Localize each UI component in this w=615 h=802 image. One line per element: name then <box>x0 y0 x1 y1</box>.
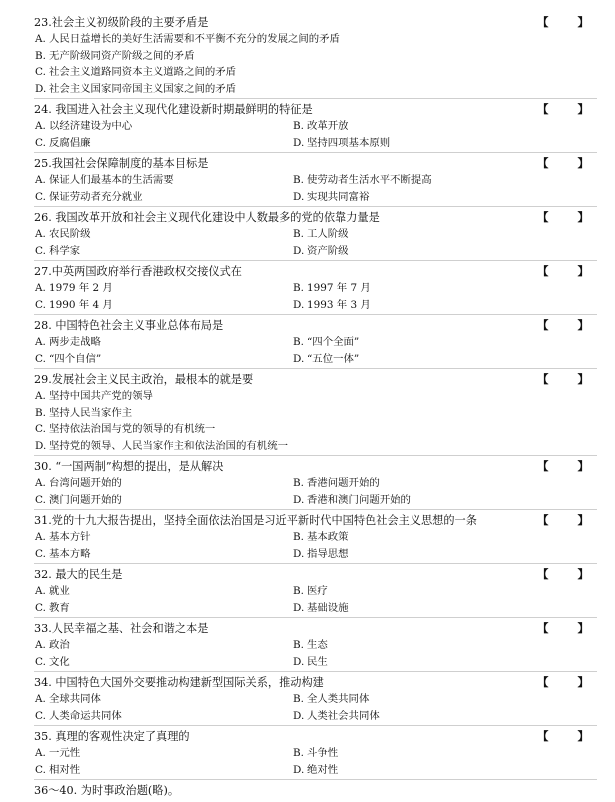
option-row <box>35 280 597 297</box>
option-c[interactable] <box>35 135 293 152</box>
bracket-left: 【 <box>537 372 549 386</box>
option-text: 民生 <box>307 655 328 668</box>
option-d[interactable] <box>293 492 551 509</box>
option-row <box>35 172 597 189</box>
option-letter: C. <box>35 423 46 435</box>
option-letter: B. <box>293 282 304 294</box>
option-letter: B. <box>293 228 304 240</box>
option-letter: A. <box>35 585 46 597</box>
option-text: 政治 <box>49 639 70 651</box>
option-text: 改革开放 <box>307 120 349 132</box>
question-row <box>34 728 597 745</box>
answer-bracket[interactable] <box>537 209 589 226</box>
option-row <box>35 421 597 438</box>
option-text: 社会主义国家同帝国主义国家之间的矛盾 <box>49 82 237 95</box>
option-c[interactable] <box>35 351 293 368</box>
option-d[interactable] <box>293 351 551 368</box>
option-text: 基本方略 <box>49 547 91 560</box>
question-stem: 26. 我国改革开放和社会主义现代化建设中人数最多的党的依靠力量是 <box>34 211 380 224</box>
bracket-left: 【 <box>537 621 549 635</box>
question-stem: 33.人民幸福之基、社会和谐之本是 <box>34 622 209 635</box>
option-text: 社会主义道路同资本主义道路之间的矛盾 <box>49 66 237 78</box>
option-text: 香港问题开始的 <box>307 477 380 489</box>
bracket-left: 【 <box>537 15 549 29</box>
option-d[interactable] <box>293 243 551 260</box>
question-stem: 34. 中国特色大国外交要推动构建新型国际关系，推动构建 <box>34 676 324 689</box>
option-a[interactable] <box>35 583 293 600</box>
option-d[interactable] <box>293 297 551 314</box>
option-text: 两步走战略 <box>49 336 101 348</box>
option-d[interactable] <box>293 654 551 671</box>
option-letter: A. <box>35 639 46 651</box>
option-row <box>35 745 597 762</box>
option-letter: B. <box>35 49 46 62</box>
question-stem: 31.党的十九大报告提出，坚持全面依法治国是习近平新时代中国特色社会主义思想的一条 <box>34 514 477 527</box>
option-text: 工人阶级 <box>307 228 349 240</box>
answer-bracket[interactable] <box>537 371 589 388</box>
option-a[interactable] <box>35 745 293 762</box>
answer-bracket[interactable] <box>537 458 589 475</box>
option-row <box>35 64 597 81</box>
option-text: 坚持依法治国与党的领导的有机统一 <box>49 423 216 435</box>
option-c[interactable] <box>35 546 293 563</box>
option-letter: A. <box>35 390 46 402</box>
option-row <box>35 546 597 563</box>
option-b[interactable] <box>293 226 551 243</box>
option-letter: C. <box>35 298 46 311</box>
option-text: 实现共同富裕 <box>307 190 370 203</box>
option-group <box>34 745 597 778</box>
option-group <box>34 118 597 151</box>
question-stem: 28. 中国特色社会主义事业总体布局是 <box>34 319 224 332</box>
option-c[interactable] <box>35 708 293 725</box>
option-letter: A. <box>35 174 46 186</box>
option-row <box>35 654 597 671</box>
option-d[interactable] <box>35 81 236 98</box>
bracket-left: 【 <box>537 513 549 527</box>
bracket-right: 】 <box>577 15 589 29</box>
option-row <box>35 583 597 600</box>
option-letter: B. <box>293 585 304 597</box>
question-row <box>34 155 597 172</box>
option-text: 1997 年 7 月 <box>307 282 371 294</box>
option-letter: A. <box>35 120 46 132</box>
option-text: 台湾问题开始的 <box>49 477 122 489</box>
question-item <box>34 209 597 261</box>
question-item <box>34 620 597 672</box>
option-row <box>35 600 597 617</box>
option-letter: D. <box>35 82 47 95</box>
option-a[interactable] <box>35 691 293 708</box>
question-row <box>34 371 597 388</box>
question-row <box>34 458 597 475</box>
option-letter: A. <box>35 747 46 759</box>
option-a[interactable] <box>35 118 293 135</box>
option-letter: B. <box>293 336 304 348</box>
answer-bracket[interactable] <box>537 317 589 334</box>
answer-bracket[interactable] <box>537 14 589 31</box>
option-letter: D. <box>293 655 305 668</box>
option-row <box>35 691 597 708</box>
question-item <box>34 458 597 510</box>
option-a[interactable] <box>35 226 293 243</box>
option-d[interactable] <box>293 135 551 152</box>
option-text: 坚持人民当家作主 <box>49 406 133 419</box>
question-item <box>34 371 597 456</box>
question-item <box>34 263 597 315</box>
option-row <box>35 762 597 779</box>
option-text: 基本政策 <box>307 531 349 543</box>
question-item <box>34 155 597 207</box>
option-text: 文化 <box>49 655 70 668</box>
option-group <box>34 334 597 367</box>
option-letter: A. <box>35 33 46 45</box>
option-row <box>35 351 597 368</box>
option-row <box>35 334 597 351</box>
option-d[interactable] <box>293 708 551 725</box>
option-letter: D. <box>293 352 305 365</box>
option-b[interactable] <box>293 280 551 297</box>
option-row <box>35 438 597 455</box>
question-row <box>34 263 597 280</box>
option-b[interactable] <box>293 637 551 654</box>
option-letter: C. <box>35 655 46 668</box>
question-item <box>34 728 597 780</box>
option-text: 人类社会共同体 <box>307 709 380 722</box>
answer-bracket[interactable] <box>537 263 589 280</box>
option-text: 就业 <box>49 585 70 597</box>
option-a[interactable] <box>35 172 293 189</box>
option-letter: B. <box>293 174 304 186</box>
option-row <box>35 135 597 152</box>
option-group <box>34 280 597 313</box>
option-letter: D. <box>293 244 305 257</box>
option-c[interactable] <box>35 600 293 617</box>
bracket-right: 】 <box>577 372 589 386</box>
option-letter: C. <box>35 352 46 365</box>
option-b[interactable] <box>35 48 194 65</box>
option-row <box>35 243 597 260</box>
option-b[interactable] <box>293 745 551 762</box>
option-text: 农民阶级 <box>49 228 91 240</box>
question-stem: 30. “一国两制”构想的提出，是从解决 <box>34 460 224 473</box>
option-row <box>35 475 597 492</box>
option-c[interactable] <box>35 189 293 206</box>
option-text: 基础设施 <box>307 601 349 614</box>
option-text: 澳门问题开始的 <box>49 493 122 506</box>
option-letter: D. <box>293 136 305 149</box>
question-row <box>34 209 597 226</box>
option-text: 反腐倡廉 <box>49 136 91 149</box>
option-text: 以经济建设为中心 <box>49 120 133 132</box>
question-stem: 24. 我国进入社会主义现代化建设新时期最鲜明的特征是 <box>34 103 313 116</box>
option-row <box>35 226 597 243</box>
option-text: 1993 年 3 月 <box>307 298 371 311</box>
option-text: 教育 <box>49 601 70 614</box>
option-text: 相对性 <box>49 763 81 776</box>
option-text: 无产阶级同资产阶级之间的矛盾 <box>49 49 195 62</box>
bracket-left: 【 <box>537 567 549 581</box>
option-group <box>34 475 597 508</box>
option-row <box>35 529 597 546</box>
bracket-right: 】 <box>577 513 589 527</box>
option-c[interactable] <box>35 762 293 779</box>
option-text: 生态 <box>307 639 328 651</box>
option-letter: C. <box>35 136 46 149</box>
option-text: “四个全面” <box>307 336 360 348</box>
option-a[interactable] <box>35 280 293 297</box>
option-text: 人民日益增长的美好生活需要和不平衡不充分的发展之间的矛盾 <box>49 33 340 45</box>
question-stem: 29.发展社会主义民主政治，最根本的就是要 <box>34 373 254 386</box>
option-a[interactable] <box>35 475 293 492</box>
option-text: 坚持党的领导、人民当家作主和依法治国的有机统一 <box>49 439 288 452</box>
option-letter: A. <box>35 693 46 705</box>
option-group <box>34 172 597 205</box>
option-text: 香港和澳门问题开始的 <box>307 493 411 506</box>
option-row <box>35 492 597 509</box>
answer-bracket[interactable] <box>537 512 589 529</box>
option-letter: B. <box>293 477 304 489</box>
bracket-right: 】 <box>577 264 589 278</box>
question-stem: 27.中英两国政府举行香港政权交接仪式在 <box>34 265 242 278</box>
bracket-left: 【 <box>537 210 549 224</box>
option-letter: D. <box>293 763 305 776</box>
question-stem: 25.我国社会保障制度的基本目标是 <box>34 157 209 170</box>
option-text: 科学家 <box>49 244 81 257</box>
option-letter: C. <box>35 493 46 506</box>
option-b[interactable] <box>293 334 551 351</box>
option-letter: D. <box>293 547 305 560</box>
answer-bracket[interactable] <box>537 155 589 172</box>
option-letter: B. <box>293 531 304 543</box>
option-b[interactable] <box>293 529 551 546</box>
question-stem: 32. 最大的民生是 <box>34 568 123 581</box>
option-letter: A. <box>35 477 46 489</box>
option-d[interactable] <box>293 189 551 206</box>
option-a[interactable] <box>35 388 153 405</box>
bracket-left: 【 <box>537 264 549 278</box>
option-text: 1979 年 2 月 <box>49 282 113 294</box>
option-d[interactable] <box>293 600 551 617</box>
question-row <box>34 101 597 118</box>
option-d[interactable] <box>293 546 551 563</box>
option-text: 使劳动者生活水平不断提高 <box>307 174 432 186</box>
option-row <box>35 388 597 405</box>
bracket-right: 】 <box>577 210 589 224</box>
option-c[interactable] <box>35 243 293 260</box>
question-list <box>34 14 615 780</box>
option-letter: A. <box>35 336 46 348</box>
option-group <box>34 388 597 454</box>
question-row <box>34 512 597 529</box>
answer-bracket[interactable] <box>537 566 589 583</box>
footer-note: 36～40. 为时事政治题(略)。 <box>34 784 180 797</box>
option-letter: B. <box>293 693 304 705</box>
option-letter: B. <box>293 747 304 759</box>
bracket-right: 】 <box>577 675 589 689</box>
option-letter: C. <box>35 547 46 560</box>
bracket-left: 【 <box>537 729 549 743</box>
answer-bracket[interactable] <box>537 728 589 745</box>
option-a[interactable] <box>35 529 293 546</box>
option-letter: B. <box>293 639 304 651</box>
option-text: 基本方针 <box>49 531 91 543</box>
answer-bracket[interactable] <box>537 674 589 691</box>
option-letter: A. <box>35 531 46 543</box>
bracket-right: 】 <box>577 459 589 473</box>
option-b[interactable] <box>293 172 551 189</box>
bracket-left: 【 <box>537 675 549 689</box>
bracket-left: 【 <box>537 459 549 473</box>
option-d[interactable] <box>35 438 288 455</box>
bracket-right: 】 <box>577 729 589 743</box>
question-item <box>34 566 597 618</box>
option-letter: C. <box>35 709 46 722</box>
option-c[interactable] <box>35 654 293 671</box>
option-b[interactable] <box>293 475 551 492</box>
bracket-left: 【 <box>537 318 549 332</box>
bracket-right: 】 <box>577 567 589 581</box>
option-letter: C. <box>35 601 46 614</box>
option-letter: D. <box>293 709 305 722</box>
answer-bracket[interactable] <box>537 620 589 637</box>
option-group <box>34 637 597 670</box>
option-row <box>35 637 597 654</box>
option-text: 指导思想 <box>307 547 349 560</box>
option-letter: D. <box>293 493 305 506</box>
option-row <box>35 405 597 422</box>
option-text: 人类命运共同体 <box>49 709 122 722</box>
option-text: 全人类共同体 <box>307 693 370 705</box>
bracket-right: 】 <box>577 156 589 170</box>
option-text: 绝对性 <box>307 763 339 776</box>
option-text: 保证劳动者充分就业 <box>49 190 143 203</box>
question-row <box>34 317 597 334</box>
option-c[interactable] <box>35 492 293 509</box>
option-row <box>35 708 597 725</box>
option-letter: C. <box>35 190 46 203</box>
question-item <box>34 317 597 369</box>
option-letter: D. <box>293 298 305 311</box>
option-letter: C. <box>35 244 46 257</box>
option-b[interactable] <box>293 583 551 600</box>
bracket-right: 】 <box>577 318 589 332</box>
option-d[interactable] <box>293 762 551 779</box>
option-b[interactable] <box>293 691 551 708</box>
question-stem: 35. 真理的客观性决定了真理的 <box>34 730 190 743</box>
option-group <box>34 226 597 259</box>
question-item <box>34 512 597 564</box>
option-text: 斗争性 <box>307 747 339 759</box>
question-stem: 23.社会主义初级阶段的主要矛盾是 <box>34 16 209 29</box>
option-group <box>34 583 597 616</box>
question-row <box>34 566 597 583</box>
question-row <box>34 14 597 31</box>
option-a[interactable] <box>35 31 340 48</box>
option-row <box>35 118 597 135</box>
option-group <box>34 691 597 724</box>
option-letter: C. <box>35 763 46 776</box>
option-text: 1990 年 4 月 <box>49 298 113 311</box>
option-group <box>34 31 597 97</box>
option-letter: C. <box>35 66 46 78</box>
option-text: 医疗 <box>307 585 328 597</box>
option-row <box>35 81 597 98</box>
question-row <box>34 674 597 691</box>
bracket-right: 】 <box>577 102 589 116</box>
option-text: “五位一体” <box>307 352 360 365</box>
option-c[interactable] <box>35 297 293 314</box>
option-text: 资产阶级 <box>307 244 349 257</box>
option-letter: A. <box>35 282 46 294</box>
question-item <box>34 14 597 99</box>
bracket-right: 】 <box>577 621 589 635</box>
option-row <box>35 189 597 206</box>
option-letter: A. <box>35 228 46 240</box>
option-letter: D. <box>293 601 305 614</box>
option-row <box>35 48 597 65</box>
option-letter: B. <box>293 120 304 132</box>
option-c[interactable] <box>35 421 215 438</box>
option-text: 一元性 <box>49 747 81 759</box>
question-item <box>34 674 597 726</box>
answer-bracket[interactable] <box>537 101 589 118</box>
option-letter: D. <box>35 439 47 452</box>
option-b[interactable] <box>35 405 132 422</box>
option-c[interactable] <box>35 64 236 81</box>
option-row <box>35 297 597 314</box>
option-b[interactable] <box>293 118 551 135</box>
option-a[interactable] <box>35 637 293 654</box>
question-row <box>34 620 597 637</box>
bracket-left: 【 <box>537 156 549 170</box>
question-item <box>34 101 597 153</box>
bracket-left: 【 <box>537 102 549 116</box>
option-text: 坚持中国共产党的领导 <box>49 390 153 402</box>
option-row <box>35 31 597 48</box>
option-a[interactable] <box>35 334 293 351</box>
option-text: 保证人们最基本的生活需要 <box>49 174 174 186</box>
option-text: 全球共同体 <box>49 693 101 705</box>
option-letter: D. <box>293 190 305 203</box>
option-text: 坚持四项基本原则 <box>307 136 391 149</box>
option-letter: B. <box>35 406 46 419</box>
option-group <box>34 529 597 562</box>
option-text: “四个自信” <box>49 352 102 365</box>
